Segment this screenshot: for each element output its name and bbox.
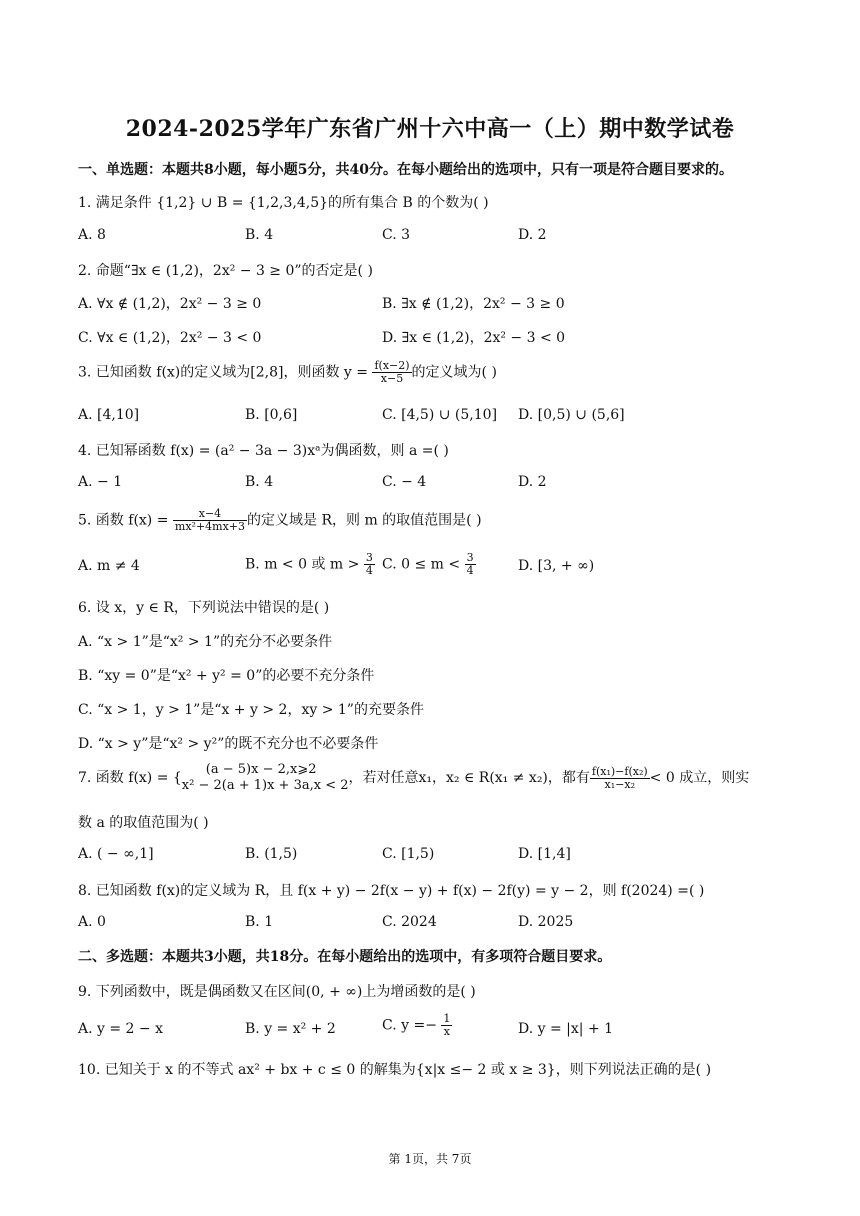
question-5-option-a: A. m ≠ 4 [78,558,140,574]
question-9-option-c [382,1013,452,1038]
question-3-stem-pre: 3. 已知函数 f(x)的定义域为[2,8]，则函数 y = [78,364,368,381]
page-title: 2024-2025学年广东省广州十六中高一（上）期中数学试卷 [125,116,735,142]
question-4-stem: 4. 已知幂函数 f(x) = (a² − 3a − 3)xᵃ为偶函数，则 a =( ) [78,443,449,459]
question-9-option-d: D. y = |x| + 1 [518,1021,614,1037]
question-8-option-c: C. 2024 [382,914,437,930]
question-3-option-b: B. [0,6] [245,407,298,423]
fraction-denominator: x [443,1025,450,1038]
question-7-option-a: A. ( − ∞,1] [78,846,154,862]
question-7-fraction [590,766,650,791]
fraction-denominator: mx²+4mx+3 [174,520,246,533]
question-7-piecewise [182,762,349,794]
fraction-numerator: 1 [443,1012,451,1025]
option-c-text: C. 0 ≤ m < [382,556,461,573]
section-single-choice: 一、单选题：本题共8小题，每小题5分，共40分。在每小题给出的选项中，只有一项是符合题目要求的。 [78,162,733,178]
question-9-option-b: B. y = x² + 2 [245,1021,336,1037]
question-3-fraction [372,360,411,385]
fraction-numerator: 3 [365,551,373,564]
question-8-option-a: A. 0 [78,914,106,930]
question-8-option-d: D. 2025 [518,914,574,930]
question-3-stem [78,360,798,385]
option-c-text: C. y =− [382,1017,437,1034]
question-2-option-c: C. ∀x ∈ (1,2)，2x² − 3 < 0 [78,330,262,346]
question-5-option-c [382,552,476,577]
question-1-option-c: C. 3 [382,227,411,243]
question-3-option-d: D. [0,5) ∪ (5,6] [518,407,625,423]
question-2-option-d: D. ∃x ∈ (1,2)，2x² − 3 < 0 [382,330,566,346]
question-4-option-a: A. − 1 [78,474,123,490]
option-c-fraction [441,1013,452,1038]
question-4-option-c: C. − 4 [382,474,427,490]
question-6-option-b: B. “xy = 0”是“x² + y² = 0”的必要不充分条件 [78,668,375,684]
question-5-stem [78,508,798,533]
question-9-option-a: A. y = 2 − x [78,1021,163,1037]
question-2-option-b: B. ∃x ∉ (1,2)，2x² − 3 ≥ 0 [382,296,565,312]
question-5-option-d: D. [3, + ∞) [518,558,595,574]
fraction-denominator: 4 [466,564,474,577]
question-2-stem: 2. 命题“∃x ∈ (1,2)，2x² − 3 ≥ 0”的否定是( ) [78,263,373,279]
question-6-option-c: C. “x > 1，y > 1”是“x + y > 2，xy > 1”的充要条件 [78,702,424,718]
question-4-option-b: B. 4 [245,474,274,490]
question-6-option-a: A. “x > 1”是“x² > 1”的充分不必要条件 [78,634,333,650]
question-7-stem [78,762,818,794]
question-1-option-d: D. 2 [518,227,547,243]
question-5-stem-post: 的定义域是 R，则 m 的取值范围是( ) [247,512,482,529]
question-1-option-b: B. 4 [245,227,274,243]
question-2-option-a: A. ∀x ∉ (1,2)，2x² − 3 ≥ 0 [78,296,262,312]
option-b-text: B. m < 0 或 m > [245,556,360,573]
option-b-fraction [364,552,375,577]
question-10-stem: 10. 已知关于 x 的不等式 ax² + bx + c ≤ 0 的解集为{x|x ≤− 2 或 x ≥ 3}，则下列说法正确的是( ) [78,1062,712,1078]
question-7-option-b: B. (1,5) [245,846,298,862]
question-5-option-b [245,552,375,577]
question-9-stem: 9. 下列函数中，既是偶函数又在区间(0, + ∞)上为增函数的是( ) [78,984,476,1000]
question-8-option-b: B. 1 [245,914,274,930]
option-c-fraction [465,552,476,577]
question-3-stem-post: 的定义域为( ) [411,364,497,381]
fraction-numerator: f(x₁)−f(x₂) [591,764,648,778]
question-5-stem-pre: 5. 函数 f(x) = [78,512,169,529]
question-1-option-a: A. 8 [78,227,106,243]
question-4-option-d: D. 2 [518,474,547,490]
question-7-option-d: D. [1,4] [518,846,571,862]
piecewise-case-1: (a − 5)x − 2,x⩾2 [205,762,317,777]
question-3-option-c: C. [4,5) ∪ (5,10] [382,407,498,423]
page-footer: 第 1页，共 7页 [388,1152,472,1166]
fraction-denominator: 4 [365,564,373,577]
question-3-option-a: A. [4,10] [78,407,140,423]
fraction-numerator: 3 [466,551,474,564]
fraction-denominator: x₁−x₂ [604,777,635,791]
piecewise-case-2: x² − 2(a + 1)x + 3a,x < 2 [181,778,349,793]
question-7-stem-pre: 7. 函数 f(x) = { [78,770,182,786]
question-5-fraction [173,508,247,533]
section-multiple-choice: 二、多选题：本题共3小题，共18分。在每小题给出的选项中，有多项符合题目要求。 [78,949,612,965]
question-7-stem-mid: ，若对任意x₁，x₂ ∈ R(x₁ ≠ x₂)，都有 [348,770,590,786]
question-6-stem: 6. 设 x，y ∈ R，下列说法中错误的是( ) [78,600,330,616]
question-7-stem-line2: 数 a 的取值范围为( ) [78,815,209,831]
fraction-numerator: x−4 [173,508,247,521]
question-7-option-c: C. [1,5) [382,846,435,862]
question-7-stem-post: < 0 成立，则实 [649,770,750,786]
fraction-denominator: x−5 [380,372,404,385]
question-6-option-d: D. “x > y”是“x² > y²”的既不充分也不必要条件 [78,736,379,752]
question-8-stem: 8. 已知函数 f(x)的定义域为 R，且 f(x + y) − 2f(x − y) + f(x) − 2f(y) = y − 2，则 f(2024) =( ) [78,883,705,899]
question-1-stem: 1. 满足条件 {1,2} ∪ B = {1,2,3,4,5}的所有集合 B 的个数为( ) [78,195,489,211]
fraction-numerator: f(x−2) [374,359,410,372]
